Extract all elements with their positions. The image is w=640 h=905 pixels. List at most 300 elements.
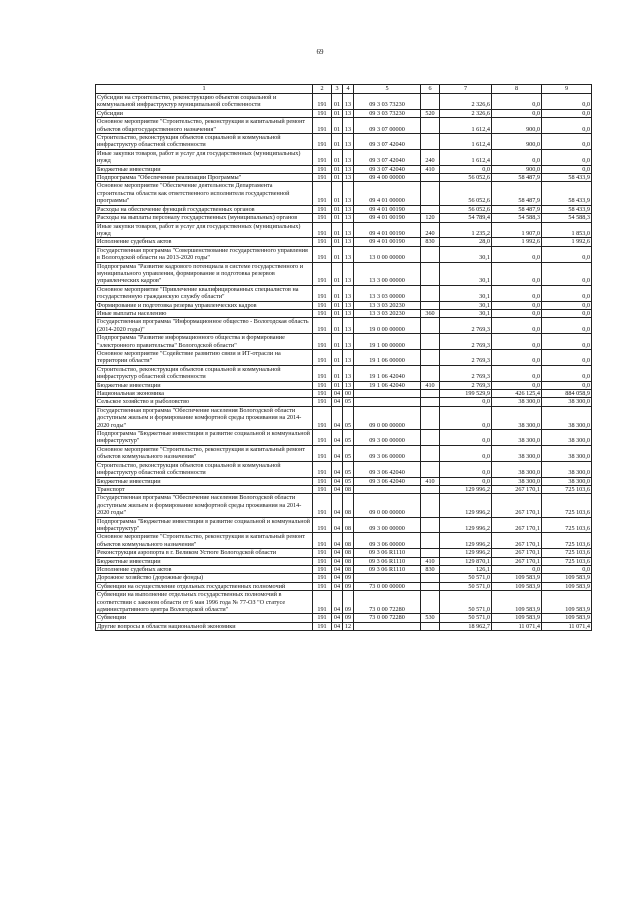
table-row: [96, 205, 592, 213]
row-section-cell: 04: [332, 477, 343, 485]
row-amount-year3-cell: 0,0: [542, 318, 592, 334]
row-section-cell: 04: [332, 398, 343, 406]
row-amount-year1-cell: 30,1: [440, 285, 492, 301]
row-expense-type-cell: 410: [421, 165, 440, 173]
table-row: [96, 398, 592, 406]
row-ministry-code-cell: 191: [313, 390, 332, 398]
row-section-cell: 01: [332, 149, 343, 165]
row-subsection-cell: 05: [343, 398, 354, 406]
row-amount-year3-cell: 38 300,0: [542, 406, 592, 429]
row-amount-year3-cell: 109 583,9: [542, 574, 592, 582]
table-row: [96, 557, 592, 565]
row-target-article-cell: 09 3 06 00000: [354, 533, 421, 549]
row-expense-type-cell: [421, 622, 440, 630]
row-amount-year3-cell: 725 103,6: [542, 533, 592, 549]
row-subsection-cell: 13: [343, 94, 354, 110]
row-section-cell: 01: [332, 174, 343, 182]
row-name-cell: Подпрограмма "Развитие информационного общества и формирование "электронного правительства" Вологодской области": [96, 334, 313, 350]
row-amount-year3-cell: 0,0: [542, 149, 592, 165]
table-row: [96, 334, 592, 350]
row-name-cell: Основное мероприятие "Строительство, реконструкция и капитальный ремонт объектов общегосударственного назначения": [96, 118, 313, 134]
row-expense-type-cell: [421, 118, 440, 134]
table-row: [96, 430, 592, 446]
row-amount-year1-cell: 2 769,3: [440, 365, 492, 381]
row-name-cell: Субвенции на выполнение отдельных государственных полномочий в соответствии с законом области от 6 мая 1996 года № 77-ОЗ "О статусе административного центра Вологодской области": [96, 591, 313, 614]
row-amount-year3-cell: 58 433,9: [542, 182, 592, 205]
row-name-cell: Бюджетные инвестиции: [96, 381, 313, 389]
row-amount-year2-cell: 900,0: [492, 165, 542, 173]
row-section-cell: 01: [332, 134, 343, 150]
row-name-cell: Субсидии: [96, 109, 313, 117]
row-subsection-cell: 09: [343, 574, 354, 582]
row-amount-year2-cell: 58 487,9: [492, 205, 542, 213]
row-amount-year3-cell: 1 992,6: [542, 238, 592, 246]
row-expense-type-cell: [421, 591, 440, 614]
row-section-cell: 01: [332, 94, 343, 110]
row-expense-type-cell: 530: [421, 614, 440, 622]
row-target-article-cell: 13 3 00 00000: [354, 262, 421, 285]
row-expense-type-cell: [421, 445, 440, 461]
row-ministry-code-cell: 191: [313, 309, 332, 317]
row-section-cell: 01: [332, 109, 343, 117]
row-amount-year2-cell: 267 170,1: [492, 549, 542, 557]
table-row: [96, 246, 592, 262]
row-target-article-cell: 13 3 03 00000: [354, 285, 421, 301]
row-name-cell: Расходы на выплаты персоналу государственных (муниципальных) органов: [96, 214, 313, 222]
row-target-article-cell: [354, 398, 421, 406]
row-amount-year2-cell: 0,0: [492, 149, 542, 165]
row-subsection-cell: 00: [343, 390, 354, 398]
row-amount-year1-cell: 0,0: [440, 165, 492, 173]
table-row: [96, 262, 592, 285]
row-name-cell: Дорожное хозяйство (дорожные фонды): [96, 574, 313, 582]
row-amount-year3-cell: 0,0: [542, 246, 592, 262]
row-section-cell: 04: [332, 533, 343, 549]
budget-table: [95, 84, 592, 631]
row-target-article-cell: 19 1 06 00000: [354, 350, 421, 366]
table-row: [96, 582, 592, 590]
column-header: 4: [343, 85, 354, 94]
row-amount-year1-cell: 0,0: [440, 398, 492, 406]
row-amount-year1-cell: 2 769,3: [440, 318, 492, 334]
row-ministry-code-cell: 191: [313, 622, 332, 630]
row-amount-year1-cell: 50 571,0: [440, 591, 492, 614]
row-target-article-cell: 09 3 00 00000: [354, 517, 421, 533]
row-ministry-code-cell: 191: [313, 165, 332, 173]
row-amount-year3-cell: 884 058,9: [542, 390, 592, 398]
row-subsection-cell: 05: [343, 445, 354, 461]
row-expense-type-cell: [421, 430, 440, 446]
row-amount-year2-cell: 0,0: [492, 309, 542, 317]
row-target-article-cell: 19 0 00 00000: [354, 318, 421, 334]
row-expense-type-cell: [421, 350, 440, 366]
row-target-article-cell: 09 0 00 00000: [354, 494, 421, 517]
row-amount-year1-cell: 0,0: [440, 430, 492, 446]
row-name-cell: Субвенции на осуществление отдельных государственных полномочий: [96, 582, 313, 590]
row-section-cell: 01: [332, 318, 343, 334]
row-subsection-cell: 13: [343, 246, 354, 262]
table-row: [96, 309, 592, 317]
row-amount-year3-cell: 0,0: [542, 334, 592, 350]
row-amount-year2-cell: 58 487,9: [492, 182, 542, 205]
table-row: [96, 485, 592, 493]
row-ministry-code-cell: 191: [313, 461, 332, 477]
row-expense-type-cell: [421, 301, 440, 309]
row-amount-year2-cell: 54 588,3: [492, 214, 542, 222]
row-amount-year3-cell: 0,0: [542, 285, 592, 301]
row-name-cell: Иные закупки товаров, работ и услуг для государственных (муниципальных) нужд: [96, 222, 313, 238]
table-row: [96, 118, 592, 134]
row-subsection-cell: 09: [343, 614, 354, 622]
table-row: [96, 477, 592, 485]
row-subsection-cell: 08: [343, 557, 354, 565]
row-section-cell: 04: [332, 614, 343, 622]
row-amount-year2-cell: 0,0: [492, 301, 542, 309]
row-section-cell: 04: [332, 461, 343, 477]
row-amount-year3-cell: 38 300,0: [542, 445, 592, 461]
row-name-cell: Подпрограмма "Бюджетные инвестиции в развитие социальной и коммунальной инфраструктур": [96, 517, 313, 533]
table-row: [96, 318, 592, 334]
row-expense-type-cell: [421, 406, 440, 429]
row-amount-year2-cell: 38 300,0: [492, 430, 542, 446]
row-target-article-cell: 13 0 00 00000: [354, 246, 421, 262]
row-ministry-code-cell: 191: [313, 477, 332, 485]
row-target-article-cell: 19 1 06 42040: [354, 381, 421, 389]
row-amount-year2-cell: 0,0: [492, 285, 542, 301]
row-expense-type-cell: 410: [421, 557, 440, 565]
row-amount-year1-cell: 2 769,3: [440, 334, 492, 350]
row-amount-year1-cell: 0,0: [440, 461, 492, 477]
row-name-cell: Подпрограмма "Развитие кадрового потенциала в системе государственного и муниципального управления, формирование и подготовка резервов управленческих кадров": [96, 262, 313, 285]
row-expense-type-cell: [421, 205, 440, 213]
row-amount-year3-cell: 54 588,3: [542, 214, 592, 222]
row-amount-year2-cell: 0,0: [492, 94, 542, 110]
row-ministry-code-cell: 191: [313, 182, 332, 205]
row-ministry-code-cell: 191: [313, 134, 332, 150]
row-amount-year3-cell: 109 583,9: [542, 614, 592, 622]
row-expense-type-cell: 410: [421, 477, 440, 485]
row-expense-type-cell: [421, 574, 440, 582]
row-name-cell: Строительство, реконструкция объектов социальной и коммунальной инфраструктур областной собственности: [96, 365, 313, 381]
row-ministry-code-cell: 191: [313, 517, 332, 533]
row-amount-year3-cell: 109 583,9: [542, 582, 592, 590]
row-amount-year1-cell: 2 769,3: [440, 381, 492, 389]
row-amount-year1-cell: 129 996,2: [440, 494, 492, 517]
row-subsection-cell: 05: [343, 430, 354, 446]
row-ministry-code-cell: 191: [313, 430, 332, 446]
column-header: 5: [354, 85, 421, 94]
row-amount-year3-cell: 0,0: [542, 109, 592, 117]
row-expense-type-cell: [421, 134, 440, 150]
row-expense-type-cell: 240: [421, 149, 440, 165]
row-section-cell: 04: [332, 574, 343, 582]
row-subsection-cell: 08: [343, 565, 354, 573]
row-ministry-code-cell: 191: [313, 214, 332, 222]
row-target-article-cell: 09 4 00 00000: [354, 174, 421, 182]
row-amount-year1-cell: 50 571,0: [440, 574, 492, 582]
row-expense-type-cell: [421, 461, 440, 477]
table-row: [96, 365, 592, 381]
column-header: 7: [440, 85, 492, 94]
row-section-cell: 04: [332, 591, 343, 614]
row-amount-year3-cell: 11 071,4: [542, 622, 592, 630]
row-amount-year2-cell: 267 170,1: [492, 533, 542, 549]
row-target-article-cell: 09 3 07 42040: [354, 165, 421, 173]
row-subsection-cell: 13: [343, 309, 354, 317]
row-amount-year1-cell: 50 571,0: [440, 614, 492, 622]
row-subsection-cell: 13: [343, 222, 354, 238]
row-subsection-cell: 13: [343, 205, 354, 213]
row-amount-year1-cell: 56 052,6: [440, 174, 492, 182]
row-expense-type-cell: 830: [421, 238, 440, 246]
row-expense-type-cell: 410: [421, 381, 440, 389]
row-subsection-cell: 08: [343, 533, 354, 549]
row-amount-year1-cell: 56 052,6: [440, 205, 492, 213]
row-target-article-cell: [354, 622, 421, 630]
table-row: [96, 591, 592, 614]
row-target-article-cell: [354, 390, 421, 398]
table-row: [96, 533, 592, 549]
row-target-article-cell: 09 3 03 73230: [354, 109, 421, 117]
table-row: [96, 214, 592, 222]
row-expense-type-cell: [421, 262, 440, 285]
table-row: [96, 494, 592, 517]
row-amount-year2-cell: 11 071,4: [492, 622, 542, 630]
row-amount-year3-cell: 0,0: [542, 309, 592, 317]
column-header: 3: [332, 85, 343, 94]
row-name-cell: Исполнение судебных актов: [96, 238, 313, 246]
row-section-cell: 04: [332, 565, 343, 573]
row-section-cell: 01: [332, 222, 343, 238]
row-section-cell: 01: [332, 165, 343, 173]
row-target-article-cell: 09 3 06 00000: [354, 445, 421, 461]
row-subsection-cell: 13: [343, 134, 354, 150]
row-name-cell: Реконструкция аэропорта в г. Великом Устюге Вологодской области: [96, 549, 313, 557]
row-subsection-cell: 13: [343, 365, 354, 381]
row-subsection-cell: 08: [343, 494, 354, 517]
row-ministry-code-cell: 191: [313, 574, 332, 582]
row-expense-type-cell: [421, 285, 440, 301]
table-row: [96, 614, 592, 622]
row-ministry-code-cell: 191: [313, 109, 332, 117]
table-row: [96, 238, 592, 246]
row-section-cell: 01: [332, 205, 343, 213]
row-section-cell: 01: [332, 246, 343, 262]
row-amount-year1-cell: 1 612,4: [440, 149, 492, 165]
table-row: [96, 149, 592, 165]
row-subsection-cell: 13: [343, 381, 354, 389]
row-amount-year3-cell: 38 300,0: [542, 398, 592, 406]
row-section-cell: 01: [332, 309, 343, 317]
row-name-cell: Формирование и подготовка резерва управленческих кадров: [96, 301, 313, 309]
row-target-article-cell: 19 1 06 42040: [354, 365, 421, 381]
row-target-article-cell: 09 3 06 42040: [354, 477, 421, 485]
row-ministry-code-cell: 191: [313, 565, 332, 573]
table-row: [96, 406, 592, 429]
row-target-article-cell: 09 4 01 00190: [354, 222, 421, 238]
row-name-cell: Строительство, реконструкция объектов социальной и коммунальной инфраструктур областной собственности: [96, 134, 313, 150]
row-ministry-code-cell: 191: [313, 222, 332, 238]
row-amount-year3-cell: 38 300,0: [542, 430, 592, 446]
row-amount-year2-cell: 58 487,9: [492, 174, 542, 182]
row-subsection-cell: 13: [343, 214, 354, 222]
row-amount-year1-cell: 1 612,4: [440, 118, 492, 134]
row-section-cell: 01: [332, 381, 343, 389]
row-ministry-code-cell: 191: [313, 174, 332, 182]
table-row: [96, 622, 592, 630]
row-expense-type-cell: [421, 174, 440, 182]
row-name-cell: Иные выплаты населению: [96, 309, 313, 317]
row-name-cell: Другие вопросы в области национальной экономики: [96, 622, 313, 630]
row-target-article-cell: 09 3 06 R1110: [354, 557, 421, 565]
row-amount-year1-cell: 129 996,2: [440, 517, 492, 533]
row-subsection-cell: 13: [343, 109, 354, 117]
row-ministry-code-cell: 191: [313, 494, 332, 517]
row-name-cell: Сельское хозяйство и рыболовство: [96, 398, 313, 406]
row-subsection-cell: 13: [343, 174, 354, 182]
row-subsection-cell: 09: [343, 582, 354, 590]
row-subsection-cell: 13: [343, 262, 354, 285]
row-expense-type-cell: 120: [421, 214, 440, 222]
row-amount-year2-cell: 900,0: [492, 134, 542, 150]
row-target-article-cell: 09 3 06 42040: [354, 461, 421, 477]
row-amount-year1-cell: 54 789,4: [440, 214, 492, 222]
row-amount-year3-cell: 725 103,6: [542, 549, 592, 557]
row-target-article-cell: 09 4 01 00190: [354, 214, 421, 222]
row-amount-year3-cell: 725 103,6: [542, 485, 592, 493]
row-name-cell: Основное мероприятие "Содействие развитию связи и ИТ-отрасли на территории области": [96, 350, 313, 366]
row-amount-year3-cell: 725 103,6: [542, 517, 592, 533]
table-header-row: [96, 85, 592, 94]
row-section-cell: 04: [332, 517, 343, 533]
page-number: 69: [316, 48, 324, 56]
row-amount-year3-cell: 0,0: [542, 565, 592, 573]
row-name-cell: Основное мероприятие "Обеспечение деятельности Департамента строительства области как ответственного исполнителя государственной программы": [96, 182, 313, 205]
row-amount-year3-cell: 0,0: [542, 365, 592, 381]
table-row: [96, 565, 592, 573]
column-header: 9: [542, 85, 592, 94]
row-amount-year3-cell: 0,0: [542, 301, 592, 309]
row-target-article-cell: 73 0 00 72280: [354, 614, 421, 622]
row-ministry-code-cell: 191: [313, 238, 332, 246]
row-amount-year1-cell: 129 996,2: [440, 549, 492, 557]
row-name-cell: Расходы на обеспечение функций государственных органов: [96, 205, 313, 213]
row-expense-type-cell: [421, 582, 440, 590]
row-amount-year3-cell: 58 433,9: [542, 205, 592, 213]
table-row: [96, 222, 592, 238]
row-target-article-cell: 09 4 01 00190: [354, 238, 421, 246]
row-amount-year3-cell: 0,0: [542, 262, 592, 285]
row-amount-year2-cell: 38 300,0: [492, 461, 542, 477]
row-expense-type-cell: 240: [421, 222, 440, 238]
row-amount-year2-cell: 0,0: [492, 262, 542, 285]
row-amount-year2-cell: 0,0: [492, 109, 542, 117]
row-amount-year3-cell: 0,0: [542, 165, 592, 173]
row-amount-year1-cell: 1 612,4: [440, 134, 492, 150]
row-expense-type-cell: [421, 318, 440, 334]
row-amount-year2-cell: 0,0: [492, 318, 542, 334]
row-subsection-cell: 13: [343, 182, 354, 205]
row-subsection-cell: 13: [343, 334, 354, 350]
row-amount-year2-cell: 109 583,9: [492, 591, 542, 614]
row-amount-year1-cell: 2 326,6: [440, 94, 492, 110]
row-amount-year3-cell: 0,0: [542, 118, 592, 134]
row-ministry-code-cell: 191: [313, 149, 332, 165]
row-expense-type-cell: [421, 494, 440, 517]
row-ministry-code-cell: 191: [313, 246, 332, 262]
row-section-cell: 01: [332, 214, 343, 222]
row-amount-year3-cell: 38 300,0: [542, 461, 592, 477]
row-ministry-code-cell: 191: [313, 301, 332, 309]
row-ministry-code-cell: 191: [313, 285, 332, 301]
row-amount-year2-cell: 109 583,9: [492, 614, 542, 622]
row-section-cell: 04: [332, 430, 343, 446]
row-amount-year2-cell: 0,0: [492, 350, 542, 366]
row-name-cell: Подпрограмма "Бюджетные инвестиции в развитие социальной и коммунальной инфраструктур": [96, 430, 313, 446]
row-amount-year2-cell: 38 300,0: [492, 477, 542, 485]
row-target-article-cell: [354, 574, 421, 582]
column-header: 2: [313, 85, 332, 94]
row-ministry-code-cell: 191: [313, 262, 332, 285]
row-target-article-cell: 13 3 03 20230: [354, 301, 421, 309]
row-amount-year1-cell: 0,0: [440, 477, 492, 485]
row-ministry-code-cell: 191: [313, 381, 332, 389]
row-expense-type-cell: 360: [421, 309, 440, 317]
row-name-cell: Субсидии на строительство, реконструкцию объектов социальной и коммунальной инфраструктур муниципальной собственности: [96, 94, 313, 110]
row-section-cell: 04: [332, 549, 343, 557]
row-target-article-cell: 13 3 03 20230: [354, 309, 421, 317]
row-expense-type-cell: [421, 533, 440, 549]
row-target-article-cell: 09 4 01 00190: [354, 205, 421, 213]
row-expense-type-cell: [421, 549, 440, 557]
row-amount-year2-cell: 267 170,1: [492, 494, 542, 517]
row-ministry-code-cell: 191: [313, 445, 332, 461]
row-amount-year2-cell: 426 125,4: [492, 390, 542, 398]
row-subsection-cell: 13: [343, 285, 354, 301]
row-name-cell: Строительство, реконструкция объектов социальной и коммунальной инфраструктур областной собственности: [96, 461, 313, 477]
row-amount-year1-cell: 18 962,7: [440, 622, 492, 630]
row-name-cell: Иные закупки товаров, работ и услуг для государственных (муниципальных) нужд: [96, 149, 313, 165]
table-row: [96, 301, 592, 309]
row-subsection-cell: 13: [343, 301, 354, 309]
row-ministry-code-cell: 191: [313, 94, 332, 110]
row-amount-year1-cell: 2 326,6: [440, 109, 492, 117]
row-amount-year1-cell: 2 769,3: [440, 350, 492, 366]
row-expense-type-cell: 830: [421, 565, 440, 573]
row-expense-type-cell: [421, 94, 440, 110]
table-row: [96, 174, 592, 182]
row-section-cell: 01: [332, 262, 343, 285]
row-amount-year1-cell: 0,0: [440, 445, 492, 461]
row-amount-year2-cell: 38 300,0: [492, 398, 542, 406]
row-name-cell: Государственная программа "Обеспечение населения Вологодской области доступным жильем и формирование комфортной среды проживания на 2014-2020 годы": [96, 406, 313, 429]
table-row: [96, 390, 592, 398]
row-ministry-code-cell: 191: [313, 557, 332, 565]
row-amount-year2-cell: 0,0: [492, 381, 542, 389]
table-row: [96, 574, 592, 582]
table-row: [96, 165, 592, 173]
table-row: [96, 549, 592, 557]
row-target-article-cell: 09 0 00 00000: [354, 406, 421, 429]
table-row: [96, 285, 592, 301]
row-section-cell: 04: [332, 406, 343, 429]
row-target-article-cell: 09 3 07 42040: [354, 134, 421, 150]
row-amount-year1-cell: 199 529,9: [440, 390, 492, 398]
row-section-cell: 04: [332, 557, 343, 565]
row-target-article-cell: 09 3 00 00000: [354, 430, 421, 446]
row-section-cell: 01: [332, 285, 343, 301]
row-amount-year2-cell: 1 992,6: [492, 238, 542, 246]
